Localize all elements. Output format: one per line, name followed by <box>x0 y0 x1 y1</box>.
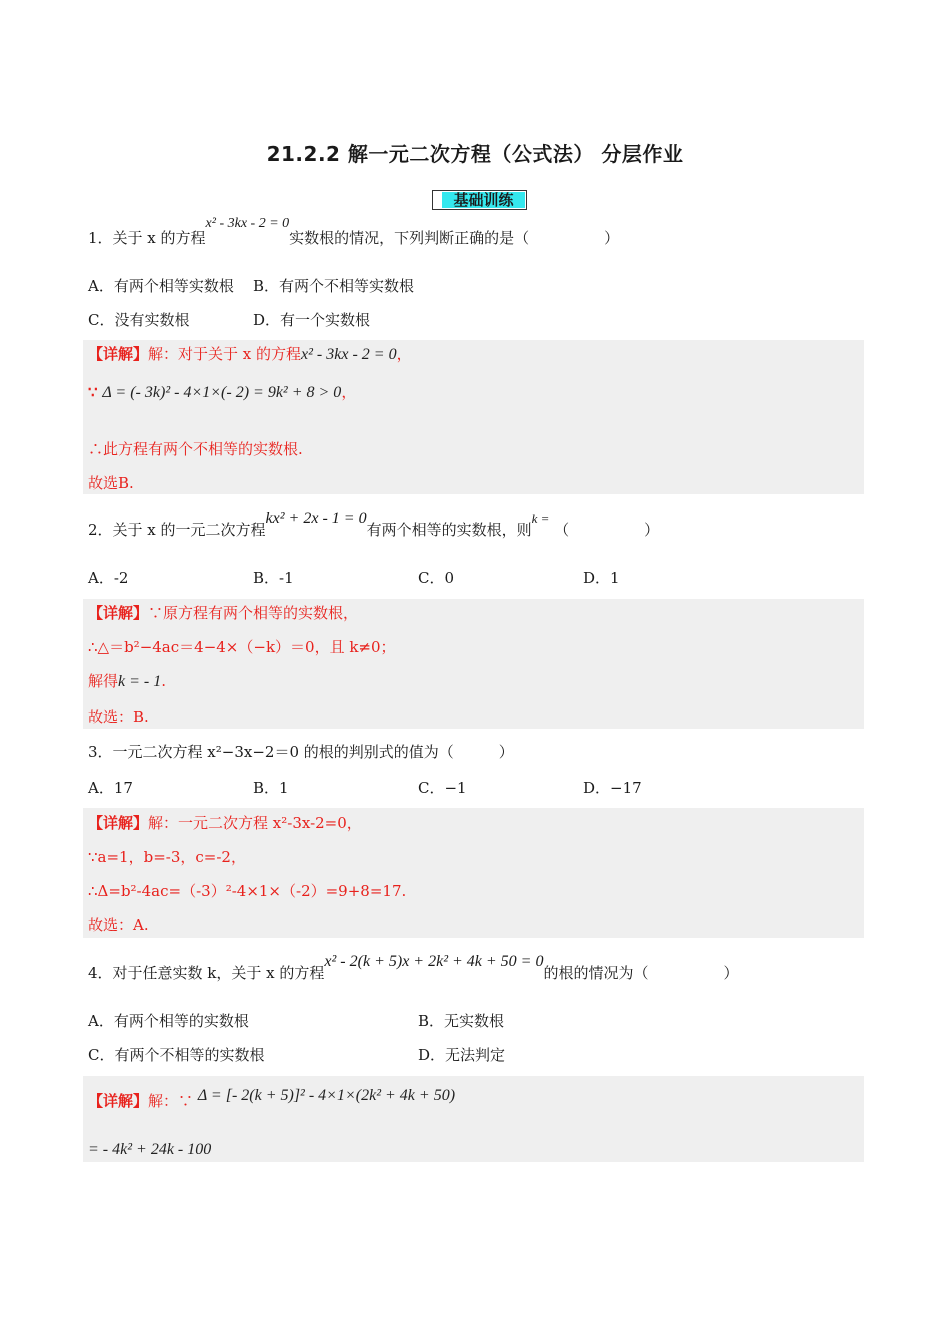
q4-solution-box <box>83 1076 864 1162</box>
question-1 <box>88 216 620 250</box>
q3-option-b: B．1 <box>253 779 289 797</box>
q2-solution-line-2: ∴△＝b²−4ac＝4−4×（−k）＝0，且 k≠0； <box>88 638 396 656</box>
section-label: 基础训练 <box>442 192 525 208</box>
question-3: 3．一元二次方程 x²−3x−2＝0 的根的判别式的值为（ ） <box>88 743 514 761</box>
q4-option-d: D．无法判定 <box>418 1046 506 1064</box>
q2-option-c: C．0 <box>418 569 455 587</box>
q2-solution-line-1: 【详解】∵原方程有两个相等的实数根， <box>88 604 359 622</box>
q1-solution-tag: 【详解】 <box>88 345 149 363</box>
q3-solution-line-2: ∵a=1，b=-3，c=-2， <box>88 848 246 866</box>
question-4: 4．对于任意实数 k，关于 x 的方程x² - 2(k + 5)x + 2k² + 4k + 50 = 0的根的情况为（ ） <box>88 953 739 982</box>
q3-solution-line-4: 故选：A. <box>88 916 149 934</box>
question-1-equation: x² - 3kx - 2 = 0 <box>205 216 290 231</box>
q2-option-a: A．-2 <box>88 569 129 587</box>
question-2: 2．关于 x 的一元二次方程kx² + 2x - 1 = 0有两个相等的实数根，则k = （ ） <box>88 510 660 539</box>
q1-solution-line-4: 故选B. <box>88 474 134 492</box>
q2-option-b: B．-1 <box>253 569 294 587</box>
q1-solution-line-1: 【详解】解：对于关于 x 的方程x² - 3kx - 2 = 0， <box>88 345 412 363</box>
q2-option-d: D．1 <box>583 569 620 587</box>
q3-option-d: D．−17 <box>583 779 642 797</box>
question-1-prefix: 1．关于 x 的方程 <box>88 229 206 247</box>
q4-solution-line-1: 【详解】解：∵ Δ = [- 2(k + 5)]² - 4×1×(2k² + 4k + 50) <box>88 1087 456 1110</box>
q1-option-b: B．有两个不相等实数根 <box>253 277 415 295</box>
q3-solution-line-1: 【详解】解：一元二次方程 x²-3x-2=0， <box>88 814 362 832</box>
question-4-equation: x² - 2(k + 5)x + 2k² + 4k + 50 = 0 <box>324 953 544 970</box>
q1-option-a: A．有两个相等实数根 <box>88 277 234 295</box>
q1-solution-box <box>83 340 864 494</box>
q3-solution-box <box>83 808 864 938</box>
q2-solution-box <box>83 599 864 729</box>
q3-option-a: A．17 <box>88 779 133 797</box>
q3-option-c: C．−1 <box>418 779 467 797</box>
question-2-equation: kx² + 2x - 1 = 0 <box>265 510 367 527</box>
q1-option-d: D．有一个实数根 <box>253 311 371 329</box>
page-title: 21.2.2 解一元二次方程（公式法） 分层作业 <box>266 142 684 166</box>
q1-solution-line-3: ∴此方程有两个不相等的实数根. <box>88 440 303 458</box>
q4-option-b: B．无实数根 <box>418 1012 505 1030</box>
question-1-suffix: 实数根的情况，下列判断正确的是（ ） <box>289 229 620 247</box>
q1-solution-line-2: ∵ Δ = (- 3k)² - 4×1×(- 2) = 9k² + 8 > 0， <box>88 383 357 401</box>
q4-option-a: A．有两个相等的实数根 <box>88 1012 249 1030</box>
section-label-box <box>432 190 527 210</box>
q3-solution-line-3: ∴Δ=b²-4ac=（-3）²-4×1×（-2）=9+8=17. <box>88 882 407 900</box>
q4-solution-line-2: = - 4k² + 24k - 100 <box>88 1141 212 1158</box>
q2-solution-line-4: 故选：B. <box>88 708 149 726</box>
q4-option-c: C．有两个不相等的实数根 <box>88 1046 265 1064</box>
q2-solution-line-3: 解得k = - 1. <box>88 672 167 690</box>
q1-option-c: C．没有实数根 <box>88 311 190 329</box>
